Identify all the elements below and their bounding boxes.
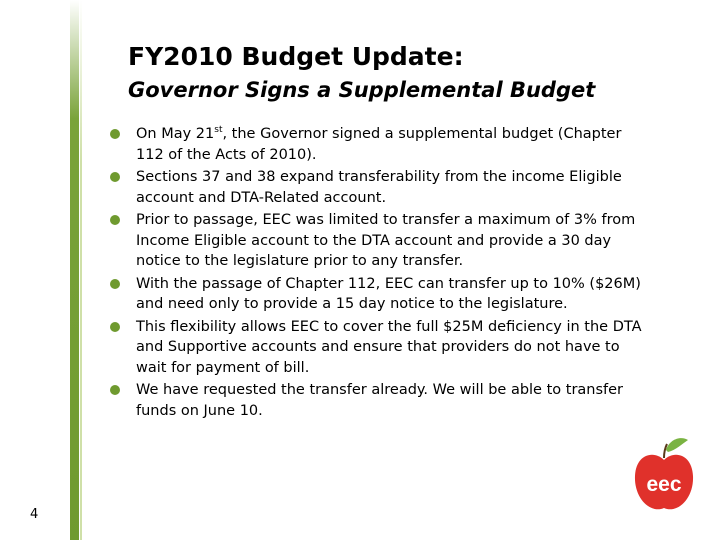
bullet-item: [108, 380, 648, 421]
bullet-text: On May 21st, the Governor signed a supplemental budget (Chapter 112 of the Acts of 2010).: [136, 125, 622, 163]
eec-logo-icon: [630, 436, 698, 516]
bullet-dot-icon: [110, 385, 120, 395]
page-number: 4: [30, 507, 39, 522]
bullet-dot-icon: [110, 129, 120, 139]
bullet-text: We have requested the transfer already. We will be able to transfer funds on June 10.: [136, 382, 624, 419]
bullet-item: [108, 167, 648, 208]
bullet-item: [108, 210, 648, 272]
bullet-dot-icon: [110, 172, 120, 182]
bullet-item: [108, 274, 648, 315]
bullet-list: [108, 124, 648, 423]
bullet-text: Sections 37 and 38 expand transferability from the income Eligible account and DTA-Related account.: [136, 169, 622, 206]
left-accent-line: [80, 0, 82, 540]
bullet-dot-icon: [110, 215, 120, 225]
logo-text: eec: [646, 473, 682, 496]
bullet-item: [108, 124, 648, 165]
bullet-item: [108, 317, 648, 379]
ordinal-suffix: st: [214, 125, 223, 136]
slide-subtitle: Governor Signs a Supplemental Budget: [128, 78, 596, 102]
bullet-text: Prior to passage, EEC was limited to transfer a maximum of 3% from Income Eligible account to the DTA account and provide a 30 day notice to the legislature prior to any transfer.: [136, 212, 636, 269]
bullet-dot-icon: [110, 279, 120, 289]
bullet-dot-icon: [110, 322, 120, 332]
slide-title: FY2010 Budget Update:: [128, 42, 464, 71]
left-accent-bar: [70, 0, 79, 540]
bullet-text: With the passage of Chapter 112, EEC can transfer up to 10% ($26M) and need only to provide a 15 day notice to the legislature.: [136, 275, 641, 312]
bullet-text: This flexibility allows EEC to cover the full $25M deficiency in the DTA and Supportive accounts and ensure that providers do not have to wait for payment of bill.: [136, 318, 642, 376]
